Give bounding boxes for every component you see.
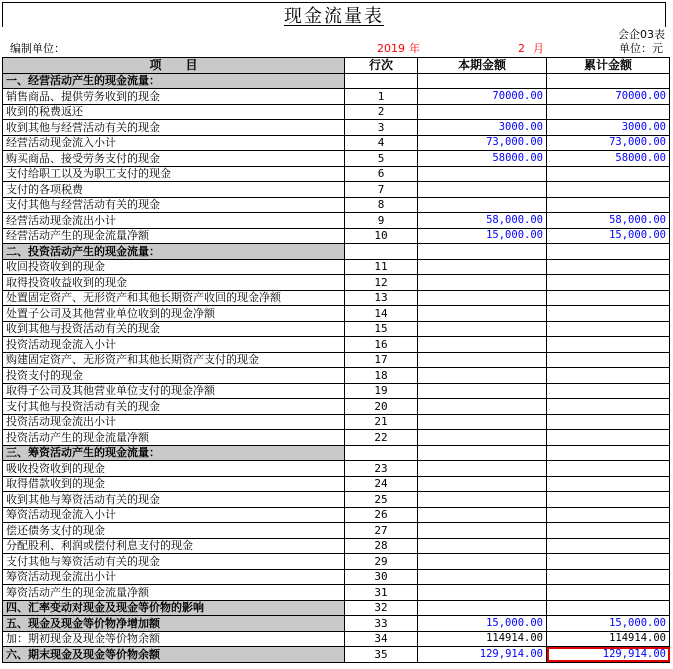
- row-cumulative-amount[interactable]: 58,000.00: [547, 213, 670, 229]
- table-row: [3, 585, 670, 601]
- row-line-number: 19: [345, 383, 418, 399]
- row-current-amount[interactable]: [418, 414, 547, 430]
- row-cumulative-amount[interactable]: 70000.00: [547, 89, 670, 105]
- row-cumulative-amount[interactable]: 129,914.00: [547, 647, 670, 663]
- row-line-number: 16: [345, 337, 418, 353]
- table-row: [3, 569, 670, 585]
- row-current-amount[interactable]: [418, 383, 547, 399]
- table-row: [3, 476, 670, 492]
- row-item-name: 投资活动现金流入小计: [3, 337, 345, 353]
- row-item-name: 经营活动产生的现金流量净额: [3, 228, 345, 244]
- month-label: 月: [533, 42, 544, 55]
- table-row: [3, 461, 670, 477]
- row-line-number: 32: [345, 600, 418, 616]
- table-header-row: [3, 58, 670, 74]
- row-current-amount[interactable]: [418, 321, 547, 337]
- row-cumulative-amount[interactable]: [547, 337, 670, 353]
- row-current-amount[interactable]: [418, 166, 547, 182]
- row-item-name: 购建固定资产、无形资产和其他长期资产支付的现金: [3, 352, 345, 368]
- row-item-name: 三、筹资活动产生的现金流量：: [3, 445, 345, 461]
- row-current-amount[interactable]: 73,000.00: [418, 135, 547, 151]
- row-current-amount[interactable]: 129,914.00: [418, 647, 547, 663]
- row-line-number: [345, 445, 418, 461]
- row-cumulative-amount[interactable]: [547, 476, 670, 492]
- table-row: [3, 538, 670, 554]
- row-cumulative-amount[interactable]: [547, 585, 670, 601]
- row-current-amount[interactable]: [418, 430, 547, 446]
- row-current-amount[interactable]: [418, 507, 547, 523]
- row-item-name: 收回投资收到的现金: [3, 259, 345, 275]
- table-row: [3, 600, 670, 616]
- compiling-unit-label: 编制单位：: [10, 42, 65, 55]
- row-current-amount[interactable]: [418, 445, 547, 461]
- row-cumulative-amount[interactable]: [547, 197, 670, 213]
- row-cumulative-amount[interactable]: [547, 600, 670, 616]
- table-row: [3, 104, 670, 120]
- row-current-amount[interactable]: [418, 73, 547, 89]
- row-item-name: 取得子公司及其他营业单位支付的现金净额: [3, 383, 345, 399]
- row-line-number: 27: [345, 523, 418, 539]
- row-cumulative-amount[interactable]: 15,000.00: [547, 616, 670, 632]
- row-line-number: 7: [345, 182, 418, 198]
- row-line-number: 17: [345, 352, 418, 368]
- row-current-amount[interactable]: [418, 182, 547, 198]
- table-row: [3, 259, 670, 275]
- row-current-amount[interactable]: 15,000.00: [418, 228, 547, 244]
- row-item-name: 支付给职工以及为职工支付的现金: [3, 166, 345, 182]
- row-line-number: 30: [345, 569, 418, 585]
- row-current-amount[interactable]: [418, 399, 547, 415]
- table-row: [3, 399, 670, 415]
- table-row: [3, 166, 670, 182]
- row-current-amount[interactable]: [418, 569, 547, 585]
- table-row: [3, 352, 670, 368]
- row-current-amount[interactable]: 114914.00: [418, 631, 547, 647]
- row-cumulative-amount[interactable]: [547, 383, 670, 399]
- row-cumulative-amount[interactable]: [547, 368, 670, 384]
- row-item-name: 销售商品、提供劳务收到的现金: [3, 89, 345, 105]
- row-line-number: 25: [345, 492, 418, 508]
- row-cumulative-amount[interactable]: [547, 430, 670, 446]
- row-item-name: 一、经营活动产生的现金流量：: [3, 73, 345, 89]
- row-cumulative-amount[interactable]: 3000.00: [547, 120, 670, 136]
- row-line-number: 15: [345, 321, 418, 337]
- currency-unit: 单位：元: [619, 42, 663, 55]
- row-item-name: 投资活动产生的现金流量净额: [3, 430, 345, 446]
- row-current-amount[interactable]: 70000.00: [418, 89, 547, 105]
- row-current-amount[interactable]: [418, 538, 547, 554]
- row-item-name: 五、现金及现金等价物净增加额: [3, 616, 345, 632]
- row-item-name: 支付的各项税费: [3, 182, 345, 198]
- row-current-amount[interactable]: 3000.00: [418, 120, 547, 136]
- row-item-name: 筹资活动产生的现金流量净额: [3, 585, 345, 601]
- table-row: [3, 135, 670, 151]
- row-item-name: 偿还债务支付的现金: [3, 523, 345, 539]
- row-current-amount[interactable]: [418, 461, 547, 477]
- table-row: [3, 73, 670, 89]
- row-line-number: 24: [345, 476, 418, 492]
- year-label: 年: [409, 42, 420, 55]
- row-item-name: 分配股利、利润或偿付利息支付的现金: [3, 538, 345, 554]
- row-item-name: 二、投资活动产生的现金流量：: [3, 244, 345, 260]
- form-code: 会企03表: [618, 28, 665, 41]
- row-cumulative-amount[interactable]: [547, 244, 670, 260]
- table-row: [3, 616, 670, 632]
- row-cumulative-amount[interactable]: [547, 414, 670, 430]
- table-row: [3, 290, 670, 306]
- row-item-name: 购买商品、接受劳务支付的现金: [3, 151, 345, 167]
- row-line-number: 4: [345, 135, 418, 151]
- row-line-number: 22: [345, 430, 418, 446]
- row-line-number: 8: [345, 197, 418, 213]
- row-line-number: 5: [345, 151, 418, 167]
- row-cumulative-amount[interactable]: [547, 73, 670, 89]
- column-header-item: 项 目: [3, 58, 345, 74]
- row-line-number: 35: [345, 647, 418, 663]
- table-row: [3, 120, 670, 136]
- row-current-amount[interactable]: [418, 585, 547, 601]
- row-current-amount[interactable]: [418, 104, 547, 120]
- row-line-number: 14: [345, 306, 418, 322]
- row-current-amount[interactable]: [418, 476, 547, 492]
- row-current-amount[interactable]: [418, 554, 547, 570]
- row-item-name: 收到的税费返还: [3, 104, 345, 120]
- table-row: [3, 337, 670, 353]
- row-item-name: 筹资活动现金流入小计: [3, 507, 345, 523]
- row-cumulative-amount[interactable]: [547, 306, 670, 322]
- row-item-name: 处置子公司及其他营业单位收到的现金净额: [3, 306, 345, 322]
- row-item-name: 四、汇率变动对现金及现金等价物的影响: [3, 600, 345, 616]
- row-line-number: 34: [345, 631, 418, 647]
- table-row: [3, 321, 670, 337]
- row-item-name: 收到其他与筹资活动有关的现金: [3, 492, 345, 508]
- row-current-amount[interactable]: 58,000.00: [418, 213, 547, 229]
- row-cumulative-amount[interactable]: [547, 275, 670, 291]
- row-current-amount[interactable]: [418, 259, 547, 275]
- table-row: [3, 197, 670, 213]
- table-row: [3, 244, 670, 260]
- row-item-name: 支付其他与筹资活动有关的现金: [3, 554, 345, 570]
- row-item-name: 六、期末现金及现金等价物余额: [3, 647, 345, 663]
- column-header-line: 行次: [345, 58, 418, 74]
- row-current-amount[interactable]: [418, 290, 547, 306]
- row-item-name: 处置固定资产、无形资产和其他长期资产收回的现金净额: [3, 290, 345, 306]
- row-line-number: 10: [345, 228, 418, 244]
- row-line-number: [345, 244, 418, 260]
- row-cumulative-amount[interactable]: [547, 321, 670, 337]
- table-row: [3, 383, 670, 399]
- row-item-name: 收到其他与投资活动有关的现金: [3, 321, 345, 337]
- table-row: [3, 213, 670, 229]
- table-row: [3, 275, 670, 291]
- cash-flow-table: [2, 57, 670, 663]
- row-line-number: 9: [345, 213, 418, 229]
- table-row: [3, 368, 670, 384]
- row-cumulative-amount[interactable]: [547, 166, 670, 182]
- row-item-name: 取得借款收到的现金: [3, 476, 345, 492]
- row-current-amount[interactable]: [418, 275, 547, 291]
- table-row: [3, 306, 670, 322]
- table-row: [3, 523, 670, 539]
- row-cumulative-amount[interactable]: [547, 290, 670, 306]
- row-current-amount[interactable]: [418, 337, 547, 353]
- row-item-name: 支付其他与经营活动有关的现金: [3, 197, 345, 213]
- table-row: [3, 151, 670, 167]
- report-year[interactable]: 2019: [377, 42, 405, 55]
- row-cumulative-amount[interactable]: 114914.00: [547, 631, 670, 647]
- row-cumulative-amount[interactable]: [547, 259, 670, 275]
- row-item-name: 筹资活动现金流出小计: [3, 569, 345, 585]
- row-line-number: 29: [345, 554, 418, 570]
- row-item-name: 经营活动现金流出小计: [3, 213, 345, 229]
- row-line-number: 21: [345, 414, 418, 430]
- row-cumulative-amount[interactable]: [547, 554, 670, 570]
- row-current-amount[interactable]: [418, 600, 547, 616]
- row-line-number: 3: [345, 120, 418, 136]
- table-row: [3, 554, 670, 570]
- table-row: [3, 445, 670, 461]
- row-line-number: 12: [345, 275, 418, 291]
- row-cumulative-amount[interactable]: [547, 492, 670, 508]
- table-row: [3, 430, 670, 446]
- row-item-name: 吸收投资收到的现金: [3, 461, 345, 477]
- row-cumulative-amount[interactable]: [547, 104, 670, 120]
- row-line-number: 26: [345, 507, 418, 523]
- row-current-amount[interactable]: [418, 244, 547, 260]
- row-cumulative-amount[interactable]: [547, 352, 670, 368]
- row-current-amount[interactable]: 15,000.00: [418, 616, 547, 632]
- column-header-cumulative: 累计金额: [547, 58, 670, 74]
- row-line-number: 23: [345, 461, 418, 477]
- row-line-number: 31: [345, 585, 418, 601]
- row-cumulative-amount[interactable]: 58000.00: [547, 151, 670, 167]
- report-title-box: [2, 2, 666, 27]
- row-cumulative-amount[interactable]: 73,000.00: [547, 135, 670, 151]
- table-row: [3, 228, 670, 244]
- table-body: [3, 73, 670, 662]
- row-item-name: 取得投资收益收到的现金: [3, 275, 345, 291]
- table-row: [3, 182, 670, 198]
- row-cumulative-amount[interactable]: 15,000.00: [547, 228, 670, 244]
- row-cumulative-amount[interactable]: [547, 523, 670, 539]
- row-current-amount[interactable]: [418, 306, 547, 322]
- row-line-number: 6: [345, 166, 418, 182]
- row-current-amount[interactable]: 58000.00: [418, 151, 547, 167]
- row-current-amount[interactable]: [418, 197, 547, 213]
- table-row: [3, 647, 670, 663]
- row-line-number: 13: [345, 290, 418, 306]
- table-row: [3, 492, 670, 508]
- row-current-amount[interactable]: [418, 523, 547, 539]
- report-month[interactable]: 2: [518, 42, 525, 55]
- row-item-name: 加：期初现金及现金等价物余额: [3, 631, 345, 647]
- row-item-name: 支付其他与投资活动有关的现金: [3, 399, 345, 415]
- table-row: [3, 631, 670, 647]
- row-line-number: 33: [345, 616, 418, 632]
- report-title: 现金流量表: [284, 6, 384, 27]
- row-cumulative-amount[interactable]: [547, 445, 670, 461]
- column-header-current: 本期金额: [418, 58, 547, 74]
- table-row: [3, 507, 670, 523]
- row-line-number: 11: [345, 259, 418, 275]
- row-current-amount[interactable]: [418, 352, 547, 368]
- row-item-name: 投资活动现金流出小计: [3, 414, 345, 430]
- row-cumulative-amount[interactable]: [547, 569, 670, 585]
- table-row: [3, 414, 670, 430]
- row-cumulative-amount[interactable]: [547, 507, 670, 523]
- row-cumulative-amount[interactable]: [547, 538, 670, 554]
- row-item-name: 经营活动现金流入小计: [3, 135, 345, 151]
- row-line-number: 2: [345, 104, 418, 120]
- row-cumulative-amount[interactable]: [547, 399, 670, 415]
- row-line-number: 20: [345, 399, 418, 415]
- row-line-number: 18: [345, 368, 418, 384]
- row-cumulative-amount[interactable]: [547, 461, 670, 477]
- row-line-number: 28: [345, 538, 418, 554]
- row-cumulative-amount[interactable]: [547, 182, 670, 198]
- row-line-number: [345, 73, 418, 89]
- row-current-amount[interactable]: [418, 492, 547, 508]
- table-row: [3, 89, 670, 105]
- row-line-number: 1: [345, 89, 418, 105]
- row-item-name: 收到其他与经营活动有关的现金: [3, 120, 345, 136]
- row-item-name: 投资支付的现金: [3, 368, 345, 384]
- row-current-amount[interactable]: [418, 368, 547, 384]
